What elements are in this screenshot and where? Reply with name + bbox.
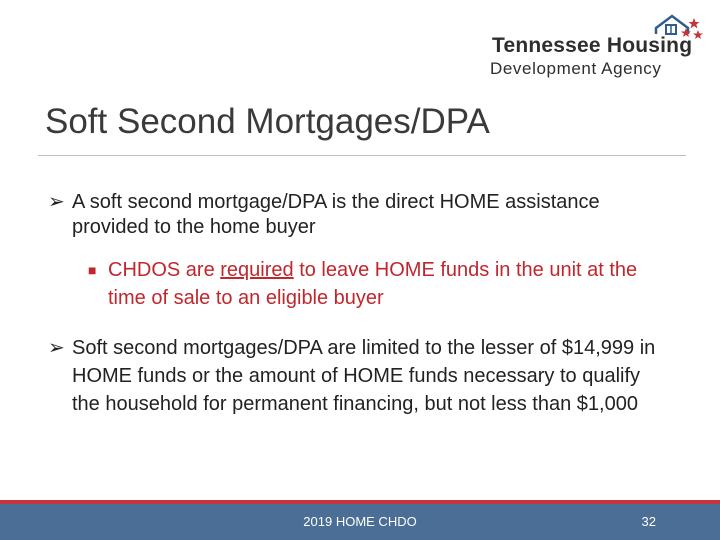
slide-title: Soft Second Mortgages/DPA: [45, 102, 490, 141]
arrow-bullet-icon: ➢: [48, 337, 65, 359]
footer-bar: [0, 500, 720, 540]
footer-label: 2019 HOME CHDO: [303, 514, 417, 529]
logo-line-2: Development Agency: [490, 59, 662, 78]
thda-logo: [488, 12, 704, 84]
sub-bullet-text-start: CHDOS are: [108, 259, 221, 281]
arrow-bullet-icon: ➢: [48, 191, 65, 213]
page-number: 32: [641, 514, 656, 529]
square-bullet-icon: ■: [88, 262, 97, 278]
sub-bullet-text-end: to leave HOME funds in the unit at the time of sale to an eligible buyer: [108, 259, 638, 309]
sub-bullet-text: [108, 256, 678, 312]
logo-line-1: Tennessee Housing: [492, 34, 693, 57]
bullet-text-1: A soft second mortgage/DPA is the direct HOME assistance provided to the home buyer: [72, 191, 600, 238]
bullet-text-2: Soft second mortgages/DPA are limited to the lesser of $14,999 in HOME funds or the amount of HOME funds necessary to qualify the household for permanent financing, but not less than $1,000: [72, 337, 656, 415]
sub-bullet-emphasis: required: [220, 259, 294, 281]
title-divider: [38, 155, 686, 156]
